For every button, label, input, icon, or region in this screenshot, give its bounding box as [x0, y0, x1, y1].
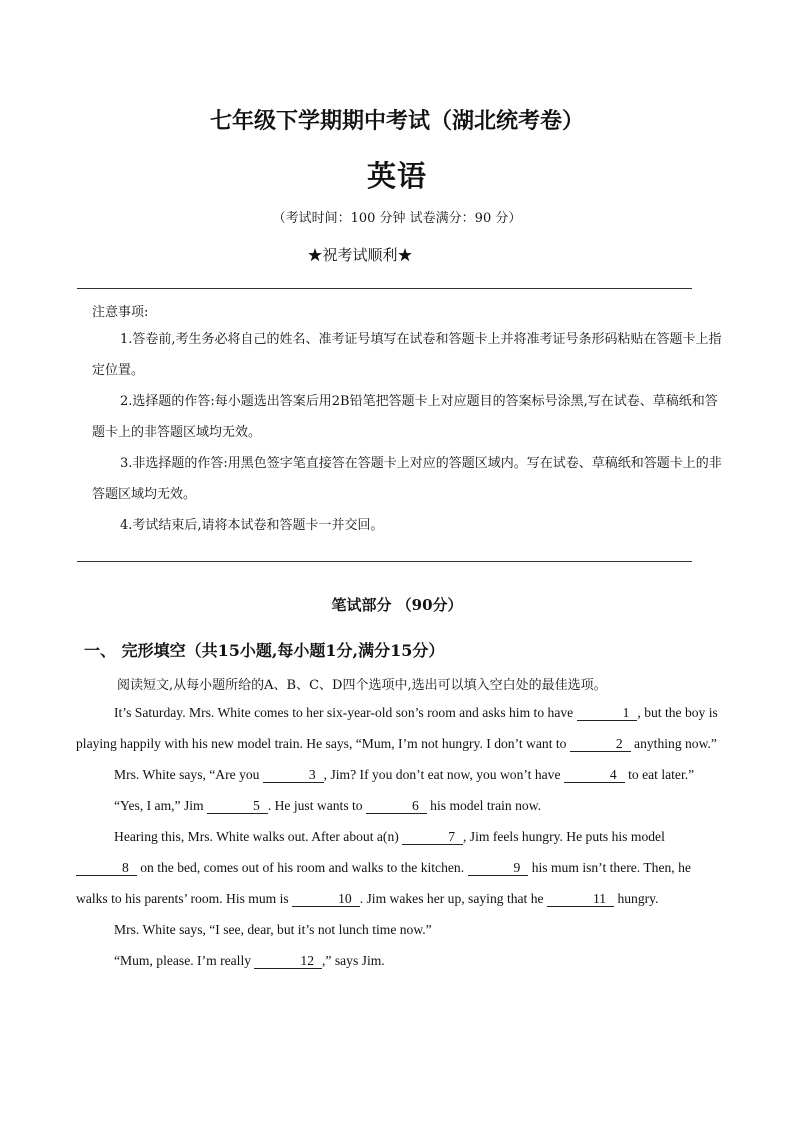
notes-title: 注意事项: [92, 305, 149, 320]
passage-paragraph: Hearing this, Mrs. White walks out. After about a(n) 7 , Jim feels hungry. He puts his model 8 on the bed, comes out of his room and walks to the kitchen. 9 his mum isn’t there. Then, he walks to his parents’ room. His mum is 10 . Jim wakes her up, saying that he 11 hungry. [76, 829, 691, 906]
blank-11[interactable]: 11 [547, 891, 614, 907]
note-2: 2.选择题的作答:每小题选出答案后用2B铅笔把答题卡上对应题目的答案标号涂黑,写在试卷、草稿纸和答题卡上的非答题区域均无效。 [92, 394, 718, 440]
exam-title: 七年级下学期期中考试（湖北统考卷） [209, 108, 584, 134]
blank-9[interactable]: 9 [468, 860, 529, 876]
blank-7[interactable]: 7 [402, 829, 463, 845]
blank-12[interactable]: 12 [254, 953, 322, 969]
exam-info: （考试时间：100 分钟 试卷满分：90 分） [272, 211, 522, 226]
top-divider [77, 288, 692, 289]
part-instruction: 阅读短文,从每小题所给的A、B、C、D四个选项中,选出可以填入空白处的最佳选项。 [117, 678, 607, 693]
subject-title: 英语 [366, 159, 427, 193]
passage-paragraph: Mrs. White says, “Are you 3 , Jim? If you don’t eat now, you won’t have 4 to eat later.” [114, 767, 695, 782]
passage-paragraph: It’s Saturday. Mrs. White comes to her six-year-old son’s room and asks him to have 1 , but the boy is playing happily with his new model train. He says, “Mum, I’m not hungry. I don’t want to 2 anything now.” [76, 705, 718, 751]
part-title: 一、 完形填空（共15小题,每小题1分,满分15分） [84, 641, 445, 660]
note-4: 4.考试结束后,请将本试卷和答题卡一并交回。 [120, 518, 384, 533]
blank-1[interactable]: 1 [577, 705, 638, 721]
note-3: 3.非选择题的作答:用黑色签字笔直接答在答题卡上对应的答题区域内。写在试卷、草稿纸和答题卡上的非答题区域均无效。 [92, 456, 722, 502]
passage-paragraph: “Yes, I am,” Jim 5 . He just wants to 6 his model train now. [114, 798, 542, 813]
passage-paragraph: “Mum, please. I’m really 12 ,” says Jim. [114, 953, 385, 968]
blank-4[interactable]: 4 [564, 767, 625, 783]
blank-5[interactable]: 5 [207, 798, 268, 814]
good-luck-line: ★祝考试顺利★ [307, 246, 413, 264]
note-1: 1.答卷前,考生务必将自己的姓名、准考证号填写在试卷和答题卡上并将准考证号条形码粘贴在答题卡上指定位置。 [92, 332, 722, 378]
blank-10[interactable]: 10 [292, 891, 360, 907]
blank-8[interactable]: 8 [76, 860, 137, 876]
blank-6[interactable]: 6 [366, 798, 427, 814]
section-title: 笔试部分 （90分） [331, 596, 463, 614]
passage-paragraph: Mrs. White says, “I see, dear, but it’s not lunch time now.” [114, 922, 432, 937]
bottom-divider [77, 561, 692, 562]
blank-2[interactable]: 2 [570, 736, 631, 752]
blank-3[interactable]: 3 [263, 767, 324, 783]
passage [76, 697, 718, 976]
